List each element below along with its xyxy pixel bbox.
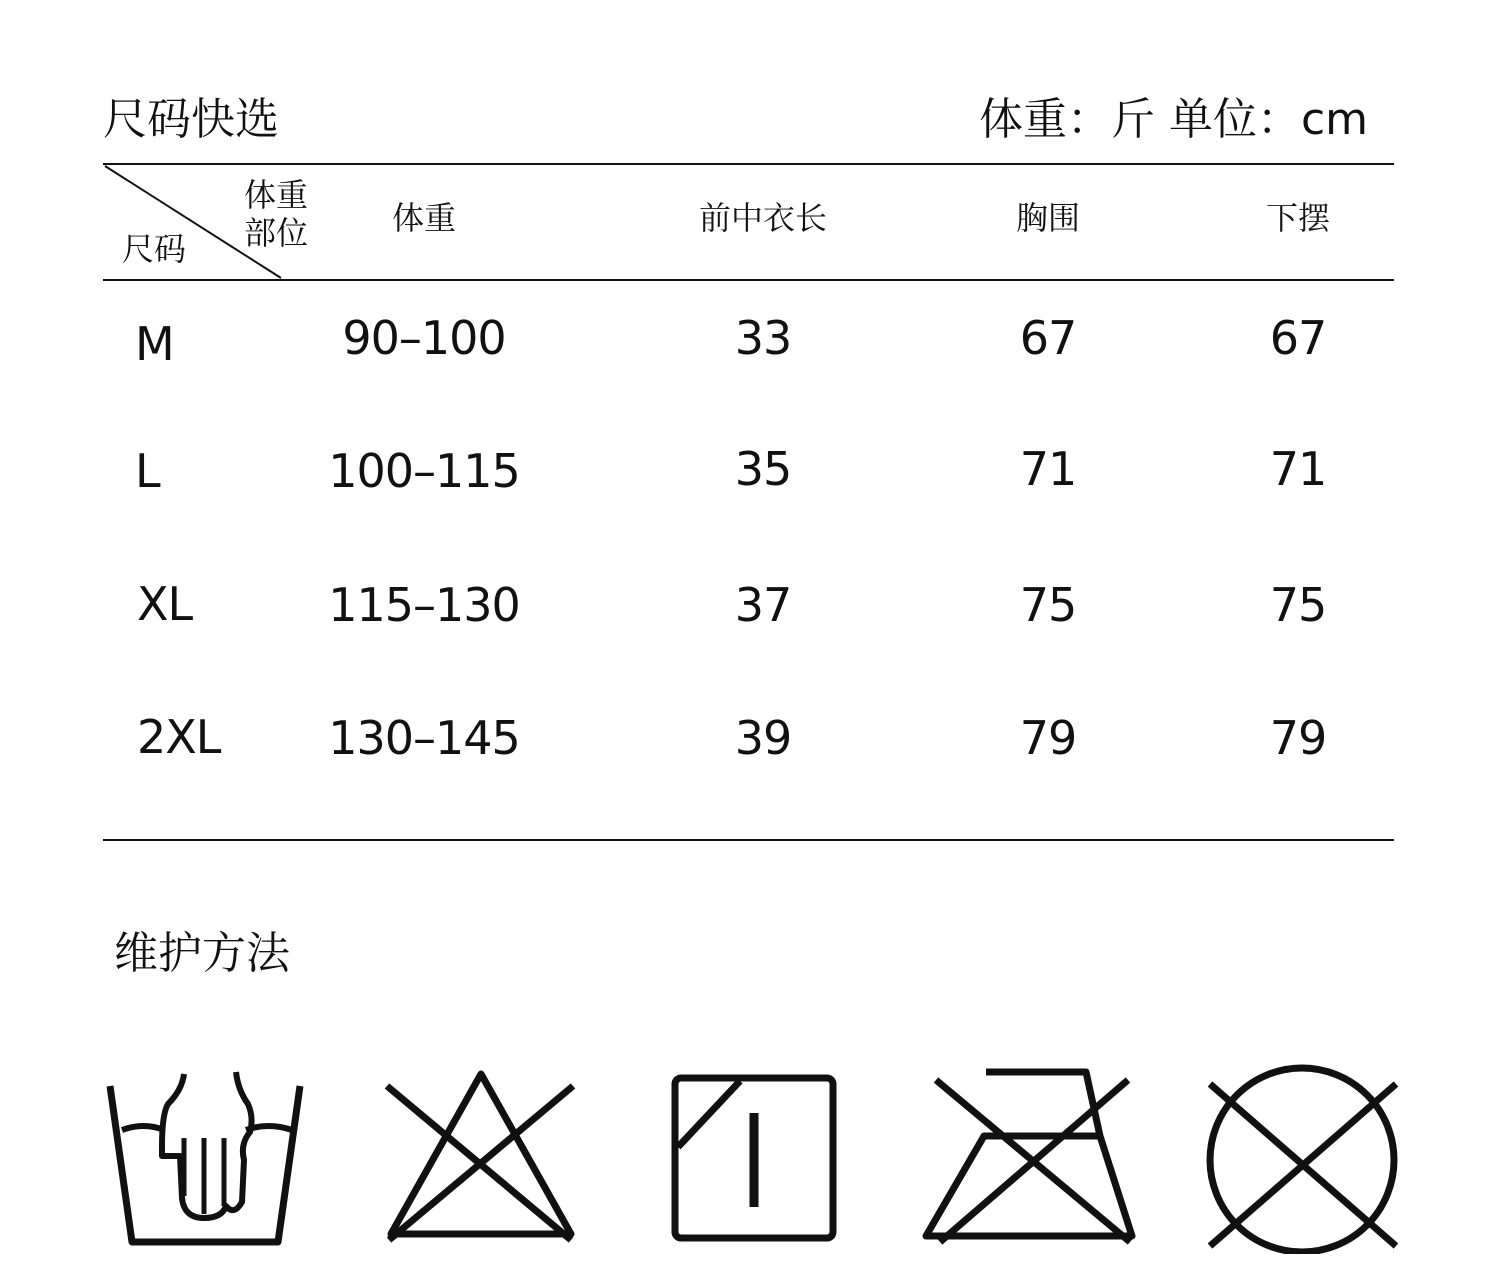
no-bleach-icon bbox=[383, 1068, 579, 1244]
line-dry-icon bbox=[670, 1073, 840, 1245]
column-header-front-length: 前中衣长 bbox=[698, 199, 827, 237]
size-label: M bbox=[135, 317, 174, 371]
table-bottom-rule bbox=[103, 839, 1394, 841]
size-label: XL bbox=[137, 577, 193, 631]
weight-cell: 90–100 bbox=[342, 311, 506, 365]
hem-cell: 67 bbox=[1269, 311, 1327, 365]
weight-cell: 130–145 bbox=[328, 711, 520, 765]
page-title: 尺码快选 bbox=[103, 94, 279, 145]
table-header-rule bbox=[103, 279, 1394, 281]
no-dry-clean-icon bbox=[1202, 1058, 1402, 1254]
chest-cell: 71 bbox=[1019, 442, 1077, 496]
no-iron-icon bbox=[920, 1066, 1138, 1248]
hem-cell: 79 bbox=[1269, 711, 1327, 765]
table-top-rule bbox=[103, 163, 1394, 165]
corner-header-top: 体重 部位 bbox=[244, 176, 309, 252]
chest-cell: 79 bbox=[1019, 711, 1077, 765]
column-header-hem: 下摆 bbox=[1265, 199, 1330, 237]
weight-cell: 115–130 bbox=[328, 578, 520, 632]
corner-header-bottom: 尺码 bbox=[122, 230, 187, 268]
chest-cell: 67 bbox=[1019, 311, 1077, 365]
weight-cell: 100–115 bbox=[328, 444, 520, 498]
column-header-chest: 胸围 bbox=[1015, 199, 1080, 237]
column-header-weight: 体重 bbox=[391, 199, 456, 237]
front-length-cell: 39 bbox=[734, 711, 792, 765]
chest-cell: 75 bbox=[1019, 578, 1077, 632]
front-length-cell: 35 bbox=[734, 442, 792, 496]
size-label: 2XL bbox=[137, 710, 221, 764]
care-title: 维护方法 bbox=[114, 928, 290, 979]
units-note: 体重：斤 单位：cm bbox=[978, 94, 1368, 145]
size-label: L bbox=[135, 444, 160, 498]
hem-cell: 75 bbox=[1269, 578, 1327, 632]
hem-cell: 71 bbox=[1269, 442, 1327, 496]
hand-wash-icon bbox=[104, 1068, 308, 1252]
front-length-cell: 33 bbox=[734, 311, 792, 365]
front-length-cell: 37 bbox=[734, 578, 792, 632]
